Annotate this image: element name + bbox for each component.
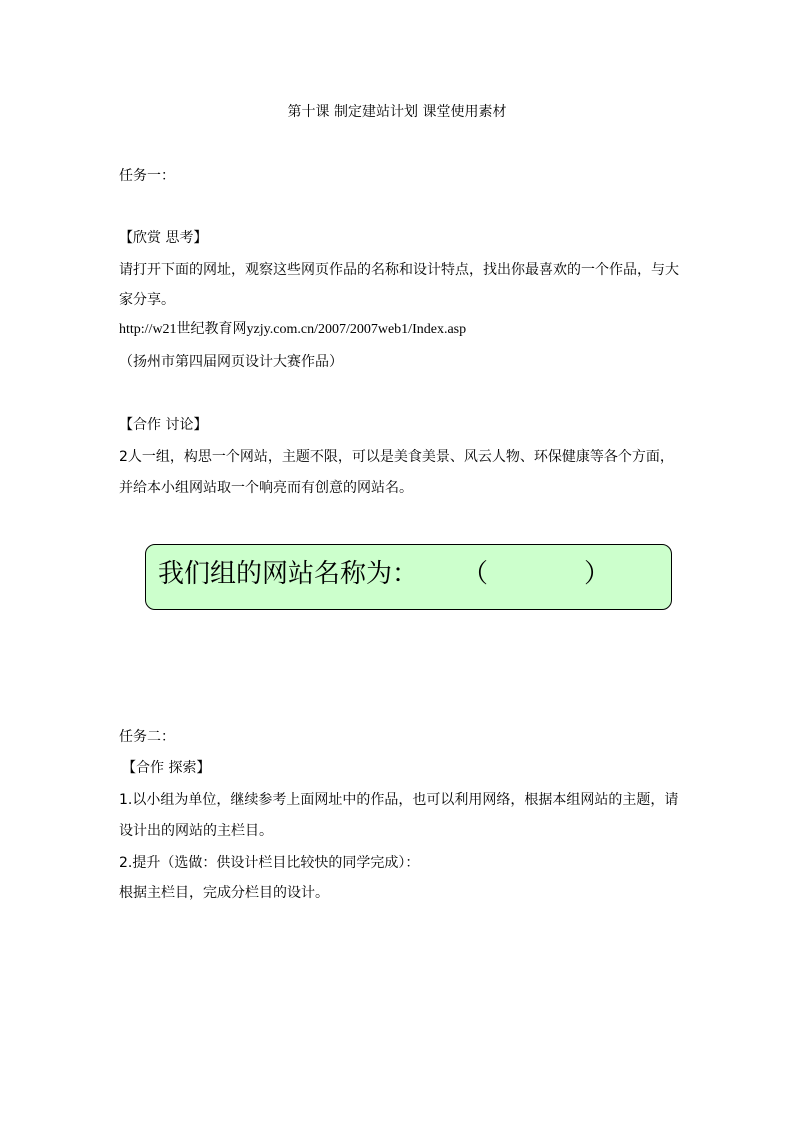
discuss-instruction-line2: 并给本小组网站取一个响亮而有创意的网站名。 [119, 480, 413, 496]
explore-item2: 2.提升（选做：供设计栏目比较快的同学完成）： [119, 855, 420, 871]
task1-heading: 任务一： [119, 168, 175, 184]
explore-item1-line1: 1.以小组为单位，继续参考上面网址中的作品，也可以利用网络，根据本组网站的主题，请 [119, 792, 679, 808]
explore-item2-detail: 根据主栏目，完成分栏目的设计。 [119, 885, 329, 901]
contest-note: （扬州市第四届网页设计大赛作品） [119, 354, 343, 370]
appreciate-instruction-line2: 家分享。 [119, 292, 175, 308]
task2-heading: 任务二： [119, 729, 175, 745]
website-name-paren-open: （ [462, 559, 489, 589]
website-name-box [145, 544, 672, 610]
appreciate-instruction-line1: 请打开下面的网址，观察这些网页作品的名称和设计特点，找出你最喜欢的一个作品，与大 [119, 262, 679, 278]
cooperate-explore-label: 【合作 探索】 [122, 760, 211, 776]
website-name-prompt: 我们组的网站名称为： [158, 559, 419, 589]
discuss-instruction-line1: 2人一组，构思一个网站，主题不限，可以是美食美景、风云人物、环保健康等各个方面， [119, 449, 674, 465]
page-title: 第十课 制定建站计划 课堂使用素材 [287, 104, 507, 120]
website-name-paren-close: ） [584, 559, 611, 589]
website-url: http://w21世纪教育网yzjy.com.cn/2007/2007web1/Index.asp [119, 322, 467, 337]
explore-item1-line2: 设计出的网站的主栏目。 [119, 823, 273, 839]
cooperate-discuss-label: 【合作 讨论】 [119, 417, 208, 433]
appreciate-think-label: 【欣赏 思考】 [119, 230, 208, 246]
